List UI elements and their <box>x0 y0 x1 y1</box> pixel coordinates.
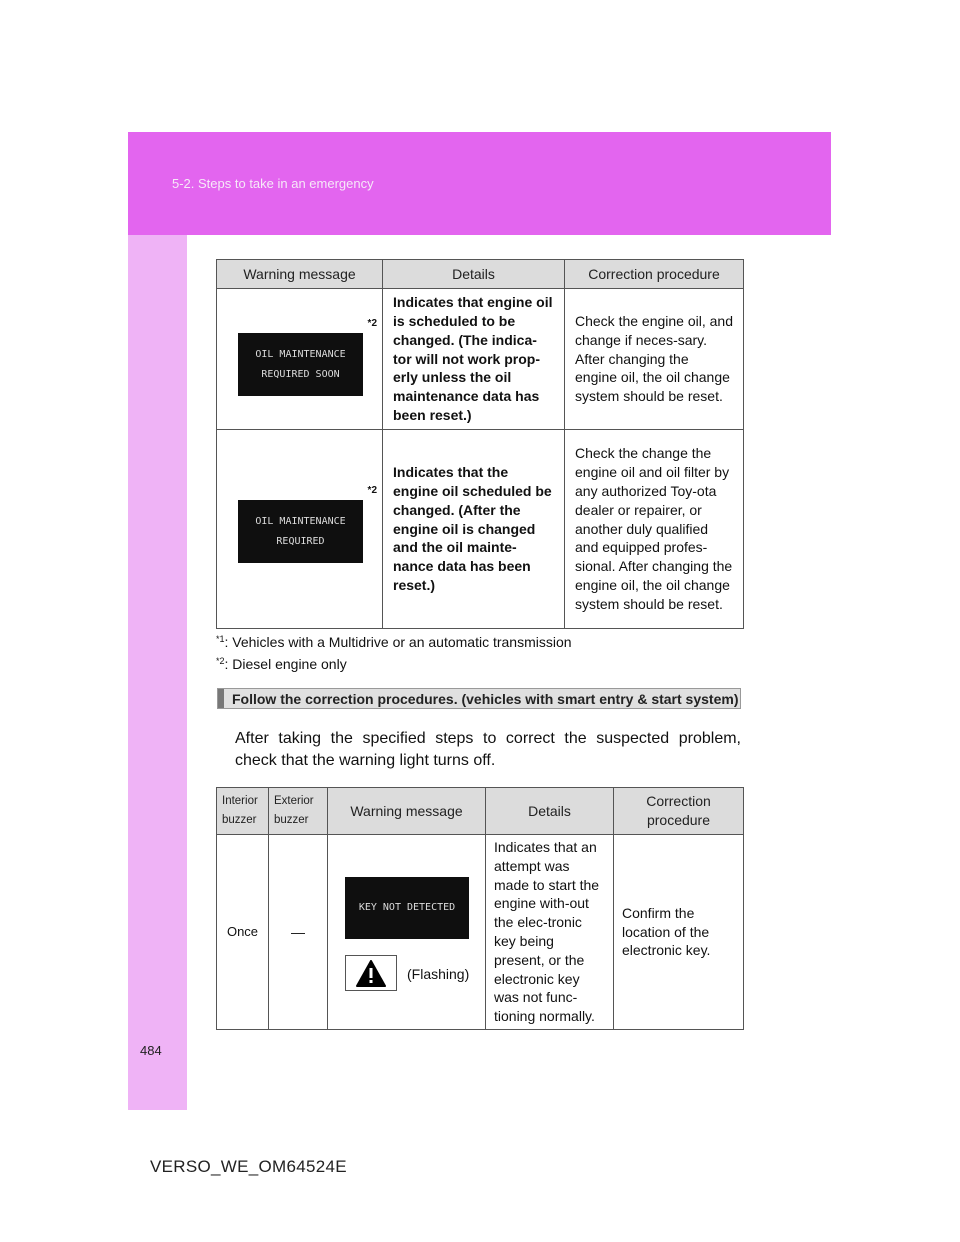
header-warning-message: Warning message <box>217 260 383 289</box>
correction-cell: Check the change the engine oil and oil filter by any authorized Toy-ota dealer or repairer, or another duly qualified and equipped profes-sional. After changing the engine oil, the oil change system should be reset. <box>565 430 744 629</box>
correction-cell: Check the engine oil, and change if neces-sary. After changing the engine oil, the oil change system should be reset. <box>565 289 744 430</box>
flashing-label: (Flashing) <box>407 966 470 982</box>
warning-message-cell <box>217 289 383 430</box>
footnote-1: $^{*1}$: Vehicles with a Multidrive or an automatic transmission <box>216 634 572 650</box>
exterior-buzzer-cell: — <box>269 835 328 1030</box>
lcd-display <box>238 333 363 396</box>
lcd-line: OIL MAINTENANCE <box>255 515 346 527</box>
side-band <box>128 235 187 1110</box>
header-correction-procedure: Correction procedure <box>565 260 744 289</box>
footnote-marker: *2 <box>367 318 377 329</box>
header-warning-message: Warning message <box>328 788 486 835</box>
header-exterior-buzzer: Exterior buzzer <box>269 788 328 835</box>
interior-buzzer-cell: Once <box>217 835 269 1030</box>
footnote-2: $^{*2}$: Diesel engine only <box>216 656 347 672</box>
correction-cell: Confirm the location of the electronic key. <box>614 835 744 1030</box>
table-row <box>217 430 744 629</box>
section-title: 5-2. Steps to take in an emergency <box>172 176 374 191</box>
warning-message-cell <box>328 835 486 1030</box>
details-cell: Indicates that engine oil is scheduled to be changed. (The indica-tor will not work prop-erly unless the oil maintenance data has been reset.) <box>383 289 565 430</box>
table-row <box>217 289 744 430</box>
header-details: Details <box>486 788 614 835</box>
subheading-text: Follow the correction procedures. (vehicles with smart entry & start system) <box>232 691 739 707</box>
document-code: VERSO_WE_OM64524E <box>150 1157 347 1176</box>
warning-triangle-icon <box>345 955 397 991</box>
smart-key-warning-table <box>216 787 744 1030</box>
lcd-line: OIL MAINTENANCE <box>255 348 346 360</box>
subheading <box>217 688 741 709</box>
header-details: Details <box>383 260 565 289</box>
page-number: 484 <box>140 1043 162 1058</box>
header-interior-buzzer: Interior buzzer <box>217 788 269 835</box>
lcd-line: REQUIRED <box>276 535 325 547</box>
table-row <box>217 835 744 1030</box>
lcd-display: KEY NOT DETECTED <box>345 877 469 939</box>
body-paragraph: After taking the specified steps to correct the suspected problem, check that the warning light turns off. <box>235 730 741 769</box>
lcd-line: REQUIRED SOON <box>261 368 340 380</box>
lcd-display <box>238 500 363 563</box>
details-cell: Indicates that the engine oil scheduled be changed. (After the engine oil is changed and the oil mainte-nance data has been reset.) <box>383 430 565 629</box>
footnotes <box>216 630 572 674</box>
details-cell: Indicates that an attempt was made to start the engine with-out the elec-tronic key being present, or the electronic key was not func-tioning normally. <box>486 835 614 1030</box>
warning-message-table <box>216 259 744 629</box>
warning-message-cell <box>217 430 383 629</box>
footnote-marker: *2 <box>367 485 377 496</box>
subheading-bar <box>218 689 224 708</box>
header-correction-procedure: Correction procedure <box>614 788 744 835</box>
